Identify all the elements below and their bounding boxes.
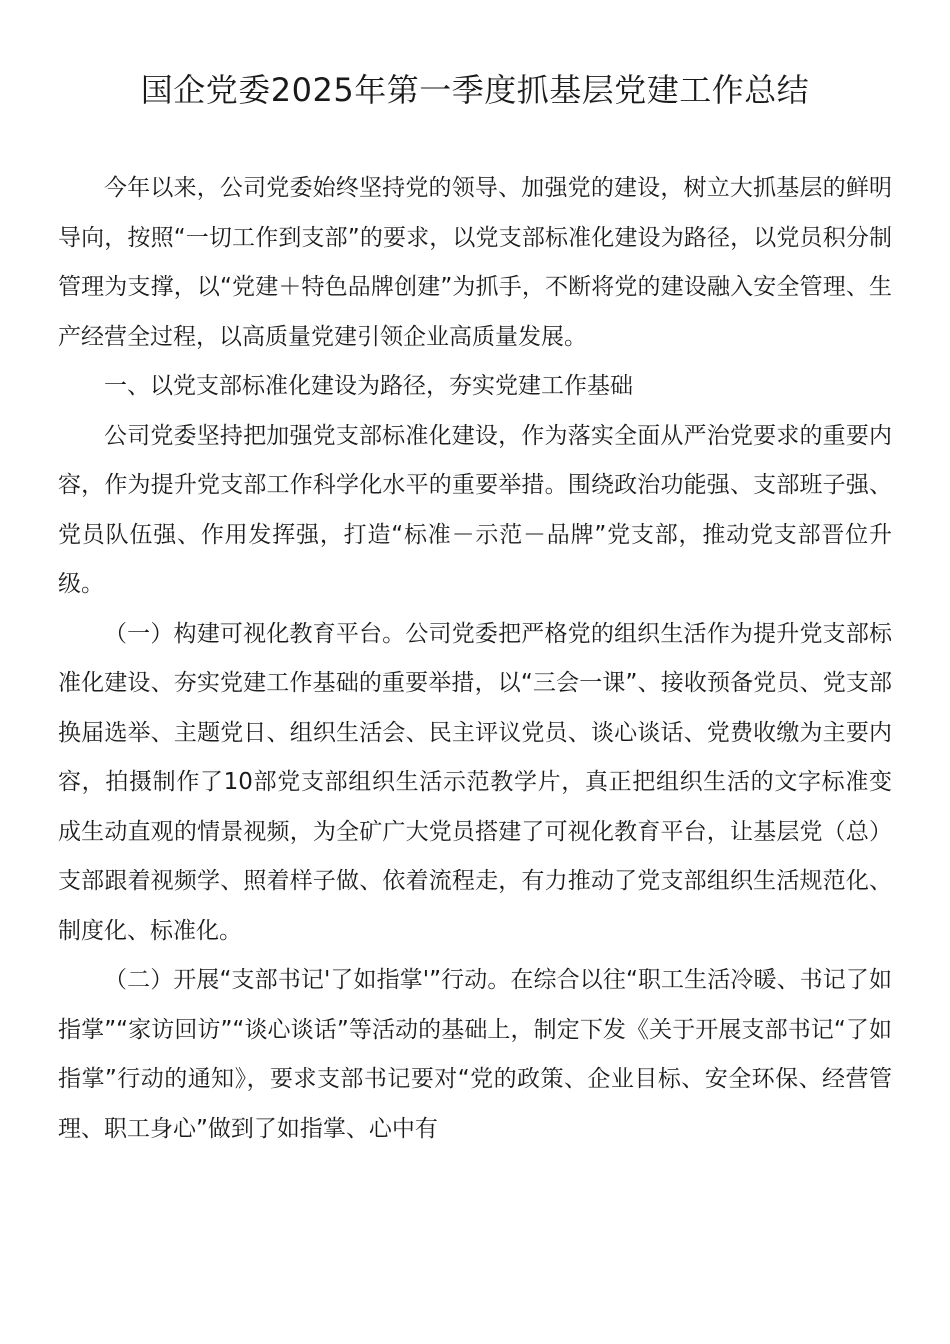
document-title: 国企党委2025年第一季度抓基层党建工作总结	[140, 71, 810, 109]
document-body	[58, 164, 892, 1154]
section-1-paragraph: 公司党委坚持把加强党支部标准化建设，作为落实全面从严治党要求的重要内容，作为提升党支部工作科学化水平的重要举措。围绕政治功能强、支部班子强、党员队伍强、作用发挥强，打造“标准－示范－品牌”党支部，推动党支部晋位升级。	[58, 422, 892, 597]
subsection-2-paragraph: （二）开展“支部书记'了如指掌'”行动。在综合以往“职工生活冷暖、书记了如指掌”“家访回访”“谈心谈话”等活动的基础上，制定下发《关于开展支部书记“了如指掌”行动的通知》，要求支部书记要对“党的政策、企业目标、安全环保、经营管理、职工身心”做到了如指掌、心中有	[58, 967, 892, 1142]
subsection-1-paragraph: （一）构建可视化教育平台。公司党委把严格党的组织生活作为提升党支部标准化建设、夯实党建工作基础的重要举措，以“三会一课”、接收预备党员、党支部换届选举、主题党日、组织生活会、民主评议党员、谈心谈话、党费收缴为主要内容，拍摄制作了10部党支部组织生活示范教学片，真正把组织生活的文字标准变成生动直观的情景视频，为全矿广大党员搭建了可视化教育平台，让基层党（总）支部跟着视频学、照着样子做、依着流程走，有力推动了党支部组织生活规范化、制度化、标准化。	[58, 620, 892, 944]
section-heading-1: 一、以党支部标准化建设为路径，夯实党建工作基础	[104, 373, 633, 399]
intro-paragraph: 今年以来，公司党委始终坚持党的领导、加强党的建设，树立大抓基层的鲜明导向，按照“一切工作到支部”的要求，以党支部标准化建设为路径，以党员积分制管理为支撑，以“党建＋特色品牌创建”为抓手，不断将党的建设融入安全管理、生产经营全过程，以高质量党建引领企业高质量发展。	[58, 175, 892, 350]
